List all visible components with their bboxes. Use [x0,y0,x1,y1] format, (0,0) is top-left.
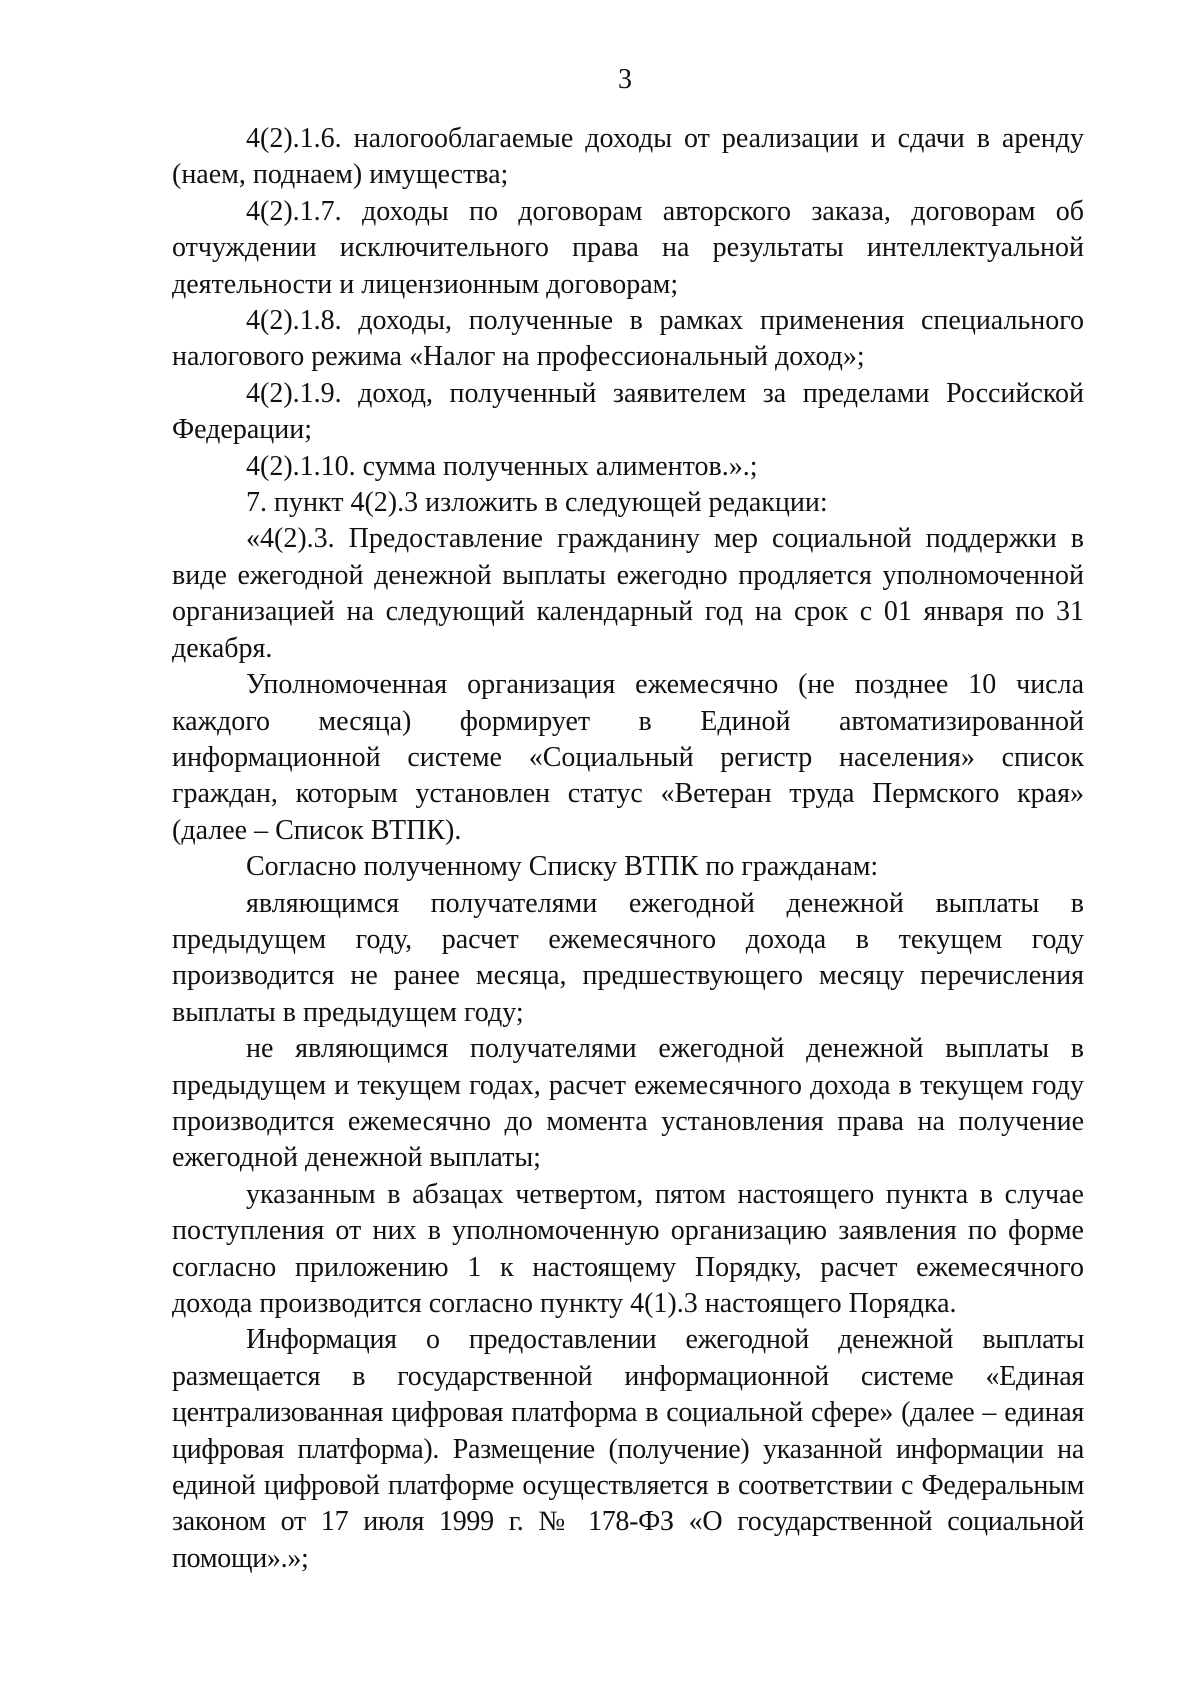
page-number: 3 [618,64,632,95]
paragraph-4-2-1-9: 4(2).1.9. доход, полученный заявителем за пределами Российской Федерации; [172,377,1084,446]
paragraph-4-2-1-10: 4(2).1.10. сумма полученных алиментов.».; [246,450,758,482]
paragraph-4-2-1-8: 4(2).1.8. доходы, полученные в рамках применения специального налогового режима «Налог на профессиональный доход»; [172,305,1084,373]
paragraph-4-2-1-7: 4(2).1.7. доходы по договорам авторского заказа, договорам об отчуждении исключительного права на результаты интеллектуальной деятельности и лицензионным договорам; [172,195,1084,300]
document-body [172,121,1084,1577]
paragraph-application-case: указанным в абзацах четвертом, пятом настоящего пункта в случае поступления от них в уполномоченную организацию заявления по форме согласно приложению 1 к настоящему Порядку, расчет ежемесячного дохода производится согласно пункту 4(1).3 настоящего Порядка. [172,1178,1084,1319]
paragraph-4-2-1-6: 4(2).1.6. налогооблагаемые доходы от реализации и сдачи в аренду (наем, поднаем) имущества; [172,123,1084,191]
paragraph-digital-platform: Информация о предоставлении ежегодной денежной выплаты размещается в государственной информационной системе «Единая централизованная цифровая платформа в социальной сфере» (далее – единая цифровая платформа). Размещение (получение) указанной информации на единой цифровой платформе осуществляется в соответствии с Федеральным законом от 17 июля 1999 г. № 178-ФЗ «О государственной социальной помощи».»; [172,1324,1084,1574]
paragraph-authorized-organization: Уполномоченная организация ежемесячно (не позднее 10 числа каждого месяца) формирует в Единой автоматизированной информационной системе «Социальный регистр населения» список граждан, которым установлен статус «Ветеран труда Пермского края» (далее – Список ВТПК). [172,669,1084,846]
paragraph-item-7: 7. пункт 4(2).3 изложить в следующей редакции: [246,487,828,519]
paragraph-4-2-3: «4(2).3. Предоставление гражданину мер социальной поддержки в виде ежегодной денежной выплаты ежегодно продляется уполномоченной организацией на следующий календарный год на срок с 01 января по 31 декабря. [172,523,1084,664]
paragraph-previous-recipients: являющимся получателями ежегодной денежной выплаты в предыдущем году, расчет ежемесячного дохода в текущем году производится не ранее месяца, предшествующего месяцу перечисления выплаты в предыдущем году; [172,887,1084,1028]
paragraph-list-intro: Согласно полученному Списку ВТПК по гражданам: [246,851,879,883]
paragraph-non-recipients: не являющимся получателями ежегодной денежной выплаты в предыдущем и текущем годах, расчет ежемесячного дохода в текущем году производится ежемесячно до момента установления права на получение ежегодной денежной выплаты; [172,1033,1084,1174]
